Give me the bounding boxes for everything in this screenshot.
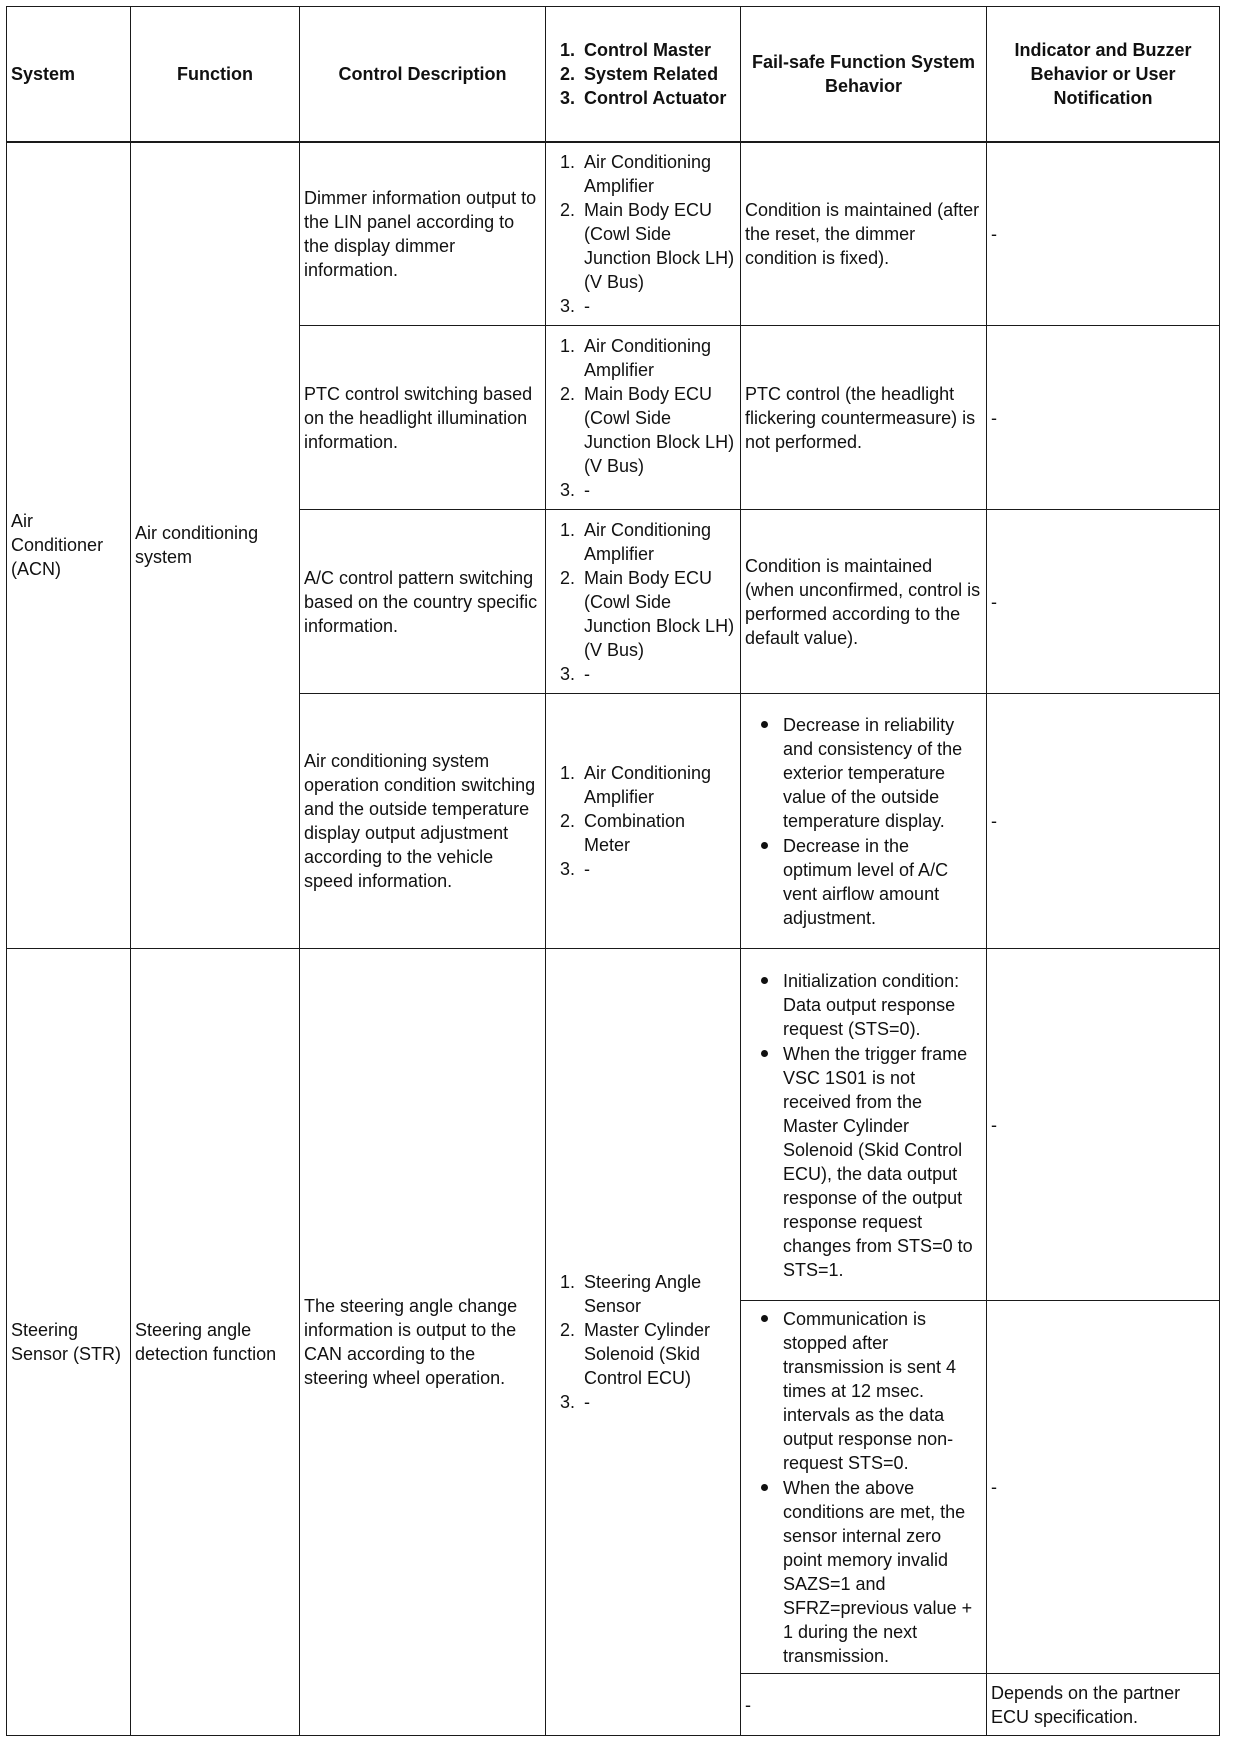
failsafe-cell: Condition is maintained (after the reset, the dimmer condition is fixed). xyxy=(741,142,987,326)
description-cell: A/C control pattern switching based on the country specific information. xyxy=(300,510,546,694)
list-item: 2. Master Cylinder Solenoid (Skid Control ECU) xyxy=(580,1318,736,1390)
master-cell xyxy=(546,326,741,510)
failsafe-table xyxy=(6,6,1220,1736)
header-control-description: Control Description xyxy=(300,7,546,142)
system-cell-acn: Air Conditioner (ACN) xyxy=(7,142,131,949)
description-cell: Dimmer information output to the LIN panel according to the display dimmer information. xyxy=(300,142,546,326)
failsafe-cell: PTC control (the headlight flickering countermeasure) is not performed. xyxy=(741,326,987,510)
indicator-cell: - xyxy=(987,694,1220,949)
header-function: Function xyxy=(131,7,300,142)
list-item: 1. Control Master xyxy=(580,38,736,62)
header-failsafe: Fail-safe Function System Behavior xyxy=(741,7,987,142)
table-row xyxy=(7,142,1220,326)
list-item: 1. Air Conditioning Amplifier xyxy=(580,150,736,198)
master-cell xyxy=(546,694,741,949)
master-cell xyxy=(546,142,741,326)
header-row xyxy=(7,7,1220,142)
list-item: 2. Combination Meter xyxy=(580,809,736,857)
failsafe-cell xyxy=(741,949,987,1301)
system-cell-str: Steering Sensor (STR) xyxy=(7,949,131,1736)
indicator-cell: - xyxy=(987,142,1220,326)
list-item: 2. Main Body ECU (Cowl Side Junction Block LH) (V Bus) xyxy=(580,566,736,662)
header-indicator: Indicator and Buzzer Behavior or User Notification xyxy=(987,7,1220,142)
indicator-cell: - xyxy=(987,1301,1220,1674)
list-item: 1. Air Conditioning Amplifier xyxy=(580,518,736,566)
list-item: 3. - xyxy=(580,1390,736,1414)
indicator-cell: - xyxy=(987,949,1220,1301)
indicator-cell: - xyxy=(987,326,1220,510)
list-item: 1. Steering Angle Sensor xyxy=(580,1270,736,1318)
function-cell-acn: Air conditioning system xyxy=(131,142,300,949)
bullet-item: • Initialization condition: Data output response request (STS=0). xyxy=(781,968,982,1041)
list-item: 1. Air Conditioning Amplifier xyxy=(580,334,736,382)
description-cell: Air conditioning system operation condition switching and the outside temperature display output adjustment according to the vehicle speed information. xyxy=(300,694,546,949)
bullet-item: • When the above conditions are met, the sensor internal zero point memory invalid SAZS=1 and SFRZ=previous value + 1 during the next transmission. xyxy=(781,1475,982,1668)
failsafe-cell xyxy=(741,694,987,949)
failsafe-cell: Condition is maintained (when unconfirmed, control is performed according to the default value). xyxy=(741,510,987,694)
header-control-master xyxy=(546,7,741,142)
function-cell-str: Steering angle detection function xyxy=(131,949,300,1736)
failsafe-cell xyxy=(741,1301,987,1674)
list-item: 1. Air Conditioning Amplifier xyxy=(580,761,736,809)
indicator-cell: - xyxy=(987,510,1220,694)
master-cell xyxy=(546,949,741,1736)
table-row xyxy=(7,949,1220,1301)
list-item: 2. Main Body ECU (Cowl Side Junction Block LH) (V Bus) xyxy=(580,382,736,478)
bullet-item: • Decrease in the optimum level of A/C vent airflow amount adjustment. xyxy=(781,833,982,930)
list-item: 3. Control Actuator xyxy=(580,86,736,110)
bullet-item: • Communication is stopped after transmission is sent 4 times at 12 msec. intervals as the data output response non-request STS=0. xyxy=(781,1306,982,1475)
failsafe-cell: - xyxy=(741,1674,987,1736)
description-cell: The steering angle change information is output to the CAN according to the steering wheel operation. xyxy=(300,949,546,1736)
list-item: 2. System Related xyxy=(580,62,736,86)
list-item: 3. - xyxy=(580,478,736,502)
bullet-item: • When the trigger frame VSC 1S01 is not received from the Master Cylinder Solenoid (Skid Control ECU), the data output response of the output response request changes from STS=0 to STS=1. xyxy=(781,1041,982,1282)
bullet-item: • Decrease in reliability and consistency of the exterior temperature value of the outside temperature display. xyxy=(781,712,982,833)
list-item: 3. - xyxy=(580,857,736,881)
master-cell xyxy=(546,510,741,694)
list-item: 3. - xyxy=(580,662,736,686)
indicator-cell: Depends on the partner ECU specification. xyxy=(987,1674,1220,1736)
header-system: System xyxy=(7,7,131,142)
list-item: 3. - xyxy=(580,294,736,318)
list-item: 2. Main Body ECU (Cowl Side Junction Block LH) (V Bus) xyxy=(580,198,736,294)
description-cell: PTC control switching based on the headlight illumination information. xyxy=(300,326,546,510)
